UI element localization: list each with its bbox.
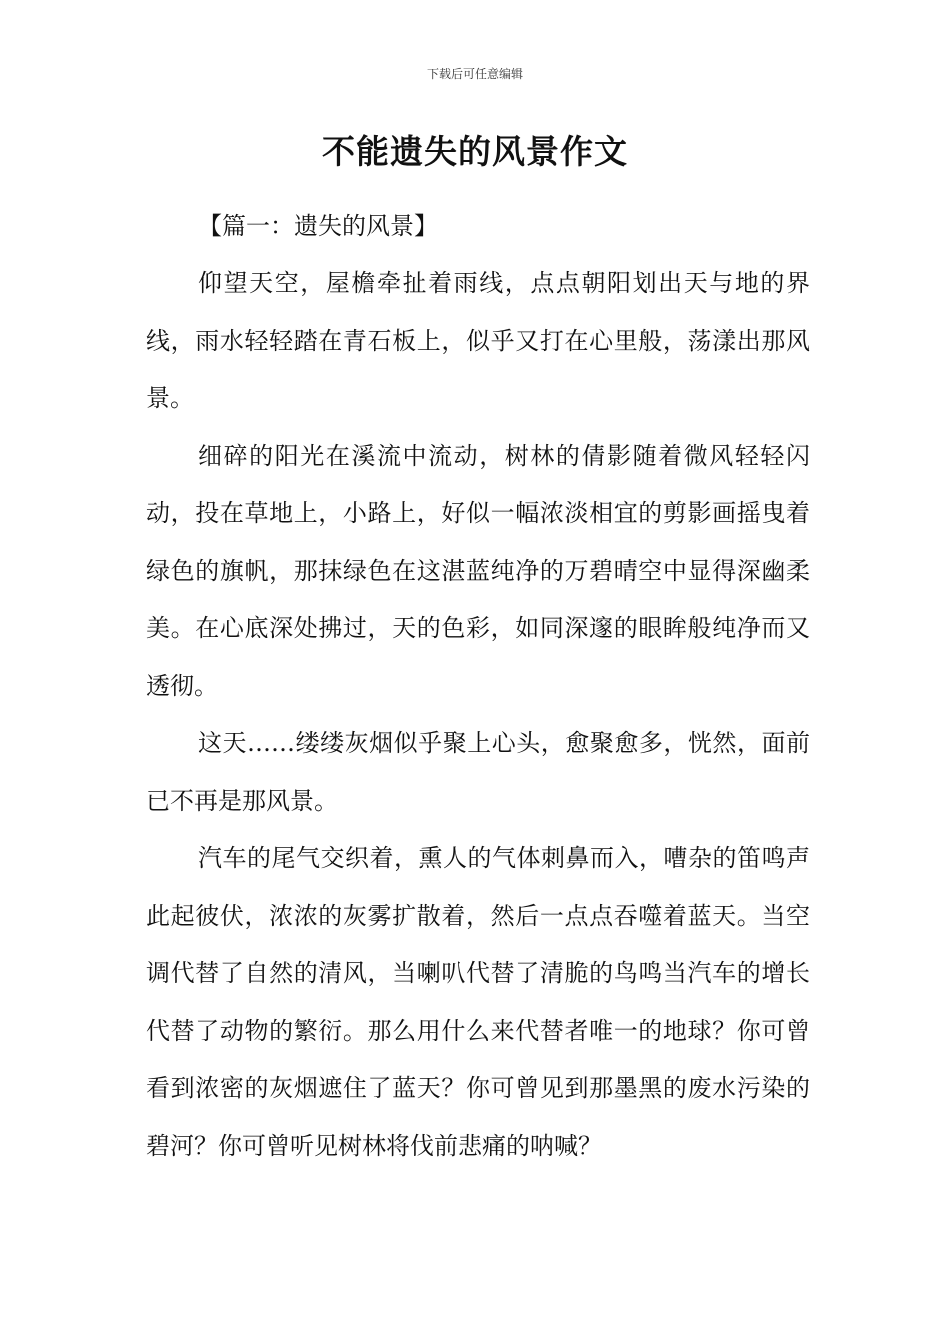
document-body xyxy=(146,198,810,1175)
paragraph-3: 这天……缕缕灰烟似乎聚上心头，愈聚愈多，恍然，面前已不再是那风景。 xyxy=(146,729,810,815)
paragraph-2: 细碎的阳光在溪流中流动，树林的倩影随着微风轻轻闪动，投在草地上，小路上，好似一幅浓淡相宜的剪影画摇曳着绿色的旗帆，那抹绿色在这湛蓝纯净的万碧晴空中显得深幽柔美。在心底深处拂过，天的色彩，如同深邃的眼眸般纯净而又透彻。 xyxy=(146,441,810,700)
section-heading: 【篇一：遗失的风景】 xyxy=(198,212,438,240)
paragraph-1: 仰望天空，屋檐牵扯着雨线，点点朝阳划出天与地的界线，雨水轻轻踏在青石板上，似乎又打在心里般，荡漾出那风景。 xyxy=(146,269,810,412)
page-title: 不能遗失的风景作文 xyxy=(322,132,628,171)
paragraph-4: 汽车的尾气交织着，熏人的气体刺鼻而入，嘈杂的笛鸣声此起彼伏，浓浓的灰雾扩散着，然后一点点吞噬着蓝天。当空调代替了自然的清风，当喇叭代替了清脆的鸟鸣当汽车的增长代替了动物的繁衍。那么用什么来代替者唯一的地球？你可曾看到浓密的灰烟遮住了蓝天？你可曾见到那墨黑的废水污染的碧河？你可曾听见树林将伐前悲痛的呐喊？ xyxy=(146,844,810,1160)
header-note: 下载后可任意编辑 xyxy=(426,67,523,81)
